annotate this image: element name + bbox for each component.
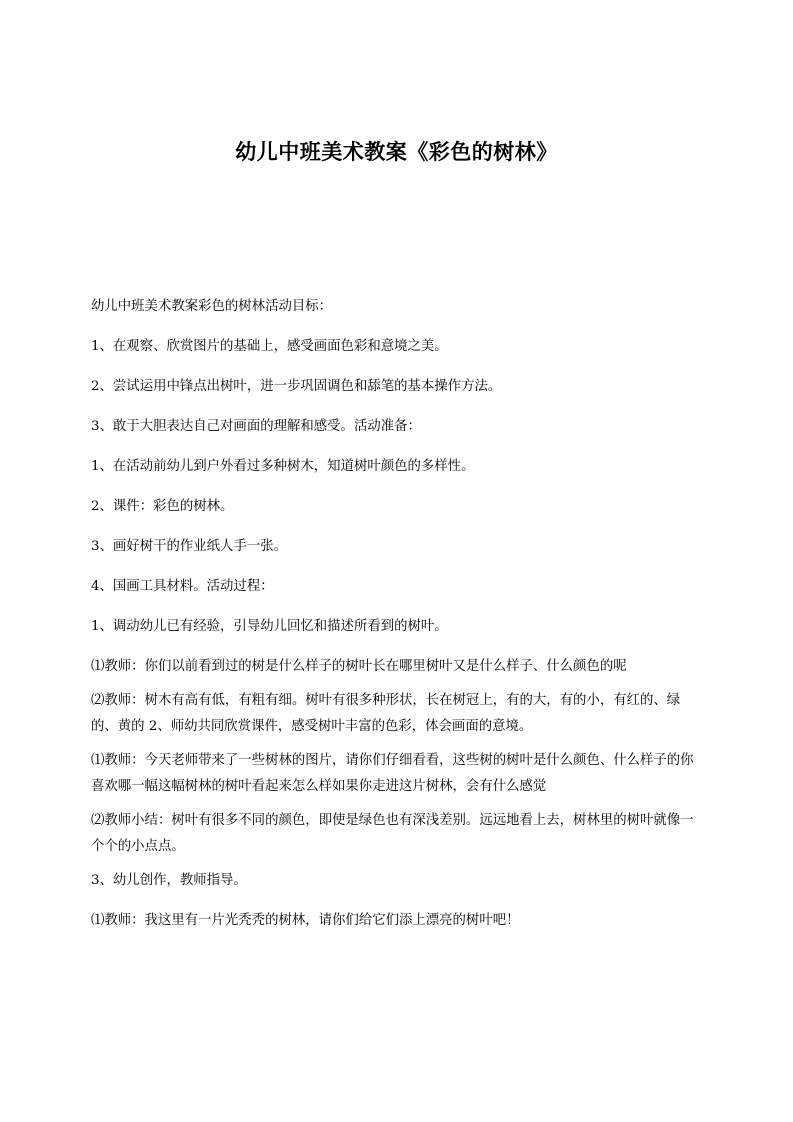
paragraph: ⑴教师：你们以前看到过的树是什么样子的树叶长在哪里树叶又是什么样子、什么颜色的呢 bbox=[91, 659, 627, 674]
paragraph: ⑵教师小结：树叶有很多不同的颜色，即使是绿色也有深浅差别。远远地看上去，树林里的树叶就像一个个的小点点。 bbox=[91, 813, 694, 854]
paragraph-objectives-heading: 幼儿中班美术教案彩色的树林活动目标： bbox=[91, 299, 333, 314]
paragraph: 2、课件：彩色的树林。 bbox=[91, 499, 234, 514]
paragraph: ⑴教师：我这里有一片光秃秃的树林，请你们给它们添上漂亮的树叶吧！ bbox=[91, 913, 520, 928]
paragraph: ⑵教师：树木有高有低，有粗有细。树叶有很多种形状，长在树冠上，有的大，有的小，有红的、绿的、黄的 2、师幼共同欣赏课件，感受树叶丰富的色彩，体会画面的意境。 bbox=[91, 693, 681, 734]
paragraph: 3、画好树干的作业纸人手一张。 bbox=[91, 539, 287, 554]
document-body bbox=[91, 294, 703, 948]
paragraph: 1、调动幼儿已有经验，引导幼儿回忆和描述所看到的树叶。 bbox=[91, 619, 448, 634]
document-title: 幼儿中班美术教案《彩色的树林》 bbox=[235, 140, 558, 164]
paragraph: 1、在观察、欣赏图片的基础上，感受画面色彩和意境之美。 bbox=[91, 339, 448, 354]
paragraph: 2、尝试运用中锋点出树叶，进一步巩固调色和舔笔的基本操作方法。 bbox=[91, 379, 502, 394]
paragraph: 3、敢于大胆表达自己对画面的理解和感受。活动准备： bbox=[91, 419, 421, 434]
paragraph: 1、在活动前幼儿到户外看过多种树木，知道树叶颜色的多样性。 bbox=[91, 459, 475, 474]
paragraph: 3、幼儿创作，教师指导。 bbox=[91, 873, 247, 888]
paragraph: ⑴教师：今天老师带来了一些树林的图片，请你们仔细看看，这些树的树叶是什么颜色、什么样子的你喜欢哪一幅这幅树林的树叶看起来怎么样如果你走进这片树林，会有什么感觉 bbox=[91, 753, 694, 794]
paragraph: 4、国画工具材料。活动过程： bbox=[91, 579, 274, 594]
